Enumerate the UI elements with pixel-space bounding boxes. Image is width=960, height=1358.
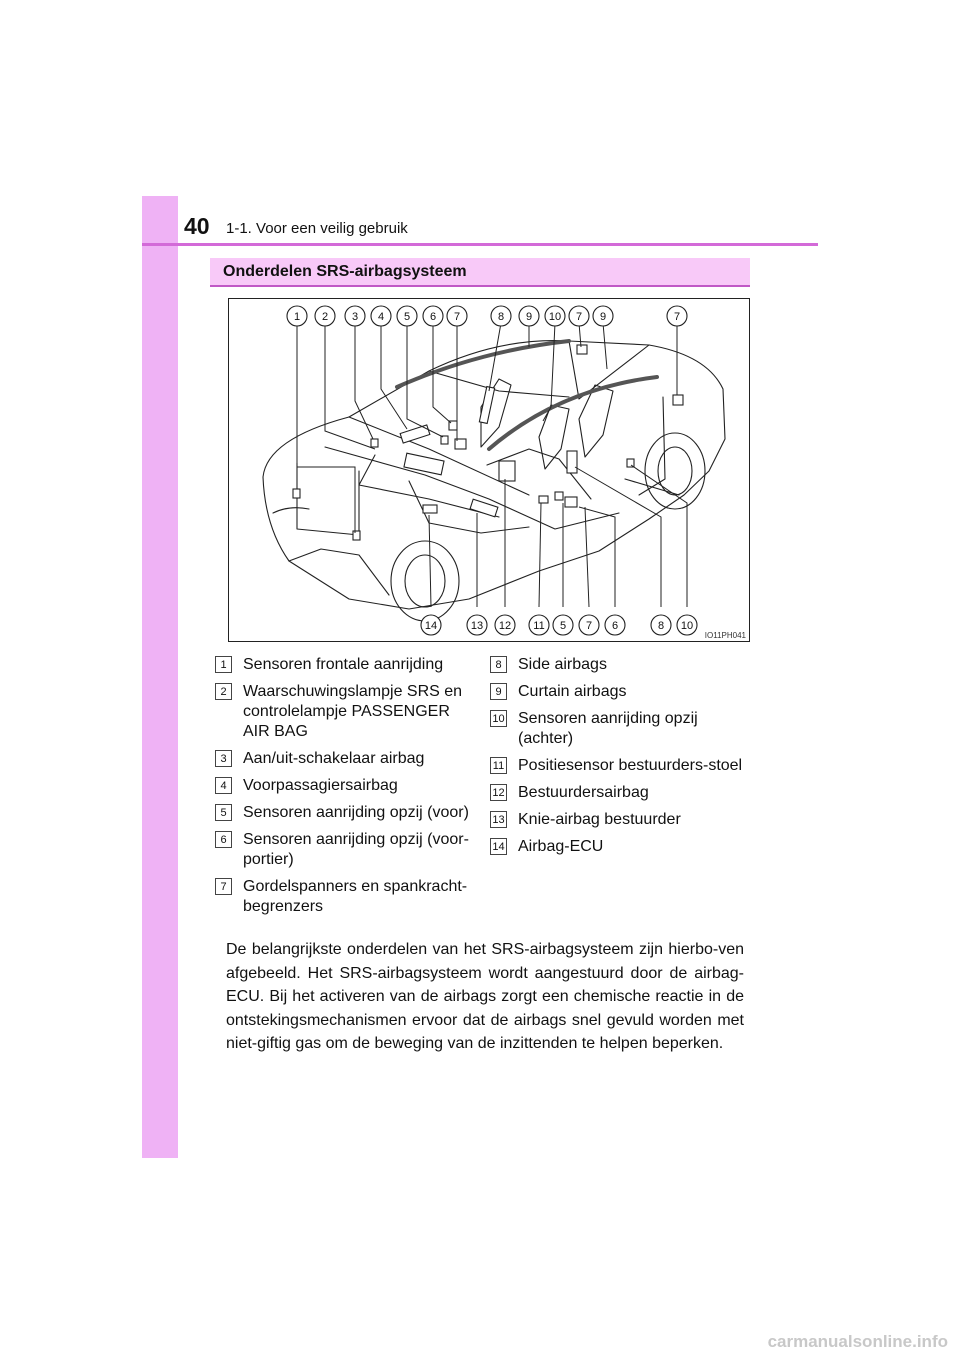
legend-item xyxy=(490,756,746,776)
legend-text: Gordelspanners en spankracht-begrenzers xyxy=(243,878,468,915)
legend-text: Sensoren aanrijding opzij (voor-portier) xyxy=(243,831,469,868)
legend-number: 12 xyxy=(490,784,507,801)
legend-item xyxy=(490,837,746,857)
legend-number: 1 xyxy=(215,656,232,673)
legend-text: Bestuurdersairbag xyxy=(518,784,649,801)
legend-text: Positiesensor bestuurders-stoel xyxy=(518,757,743,774)
callout-6b: 6 xyxy=(611,620,619,632)
callout-2: 2 xyxy=(321,311,329,323)
legend-item xyxy=(215,877,471,917)
legend-number: 10 xyxy=(490,710,507,727)
legend-item xyxy=(215,655,471,675)
legend-number: 8 xyxy=(490,656,507,673)
callout-6: 6 xyxy=(429,311,437,323)
callout-5b: 5 xyxy=(559,620,567,632)
callout-7d: 7 xyxy=(585,620,593,632)
car-illustration xyxy=(229,299,749,641)
legend-number: 9 xyxy=(490,683,507,700)
callout-10b: 10 xyxy=(680,620,694,632)
figure-code: IO11PH041 xyxy=(704,631,746,640)
legend-number: 2 xyxy=(215,683,232,700)
legend-left xyxy=(215,655,471,924)
legend-text: Waarschuwingslampje SRS en controlelampje PASSENGER AIR BAG xyxy=(243,683,463,740)
callout-3: 3 xyxy=(351,311,359,323)
body-paragraph: De belangrijkste onderdelen van het SRS-airbagsysteem zijn hierbo-ven afgebeeld. Het SRS-airbagsysteem wordt aangestuurd door de airbag-ECU. Bij het activeren van de airbags zorgt een chemische reactie in de ontstekingsmechanismen ervoor dat de airbags snel gevuld worden met niet-giftig gas om de beweging van de inzittenden te helpen beperken. xyxy=(226,941,744,1052)
legend-number: 3 xyxy=(215,750,232,767)
legend-text: Side airbags xyxy=(518,656,607,673)
callout-1: 1 xyxy=(293,311,301,323)
legend-number: 7 xyxy=(215,878,232,895)
legend-item xyxy=(490,783,746,803)
legend-item xyxy=(215,682,471,742)
legend-number: 5 xyxy=(215,804,232,821)
callout-8: 8 xyxy=(497,311,505,323)
callout-10: 10 xyxy=(548,311,562,323)
callout-9: 9 xyxy=(525,311,533,323)
legend-number: 6 xyxy=(215,831,232,848)
callout-7c: 7 xyxy=(673,311,681,323)
legend-text: Voorpassagiersairbag xyxy=(243,777,398,794)
callout-5: 5 xyxy=(403,311,411,323)
legend-item xyxy=(490,655,746,675)
legend-text: Sensoren aanrijding opzij (achter) xyxy=(518,710,698,747)
callout-7b: 7 xyxy=(575,311,583,323)
callout-7: 7 xyxy=(453,311,461,323)
legend-text: Curtain airbags xyxy=(518,683,627,700)
legend-item xyxy=(490,709,746,749)
legend-number: 13 xyxy=(490,811,507,828)
legend-text: Sensoren frontale aanrijding xyxy=(243,656,444,673)
legend-text: Knie-airbag bestuurder xyxy=(518,811,681,828)
watermark: carmanualsonline.info xyxy=(767,1332,948,1351)
legend-item xyxy=(215,749,471,769)
legend-text: Airbag-ECU xyxy=(518,838,604,855)
legend-item xyxy=(490,810,746,830)
callout-14: 14 xyxy=(424,620,438,632)
legend-item xyxy=(215,830,471,870)
callout-4: 4 xyxy=(377,311,385,323)
srs-diagram xyxy=(228,298,750,642)
callout-9b: 9 xyxy=(599,311,607,323)
page-number: 40 xyxy=(184,213,210,239)
callout-12: 12 xyxy=(498,620,512,632)
legend-item xyxy=(215,803,471,823)
legend-right xyxy=(490,655,746,864)
legend-number: 4 xyxy=(215,777,232,794)
legend-text: Aan/uit-schakelaar airbag xyxy=(243,750,425,767)
legend-number: 14 xyxy=(490,838,507,855)
header-rule xyxy=(142,243,818,246)
side-tab xyxy=(142,196,178,1158)
callout-13: 13 xyxy=(470,620,484,632)
legend-number: 11 xyxy=(490,757,507,774)
section-title: Onderdelen SRS-airbagsysteem xyxy=(223,263,467,280)
callout-8b: 8 xyxy=(657,620,665,632)
legend-item xyxy=(490,682,746,702)
callout-11: 11 xyxy=(533,620,545,632)
chapter-title: 1-1. Voor een veilig gebruik xyxy=(226,220,408,237)
legend-text: Sensoren aanrijding opzij (voor) xyxy=(243,804,469,821)
legend-item xyxy=(215,776,471,796)
